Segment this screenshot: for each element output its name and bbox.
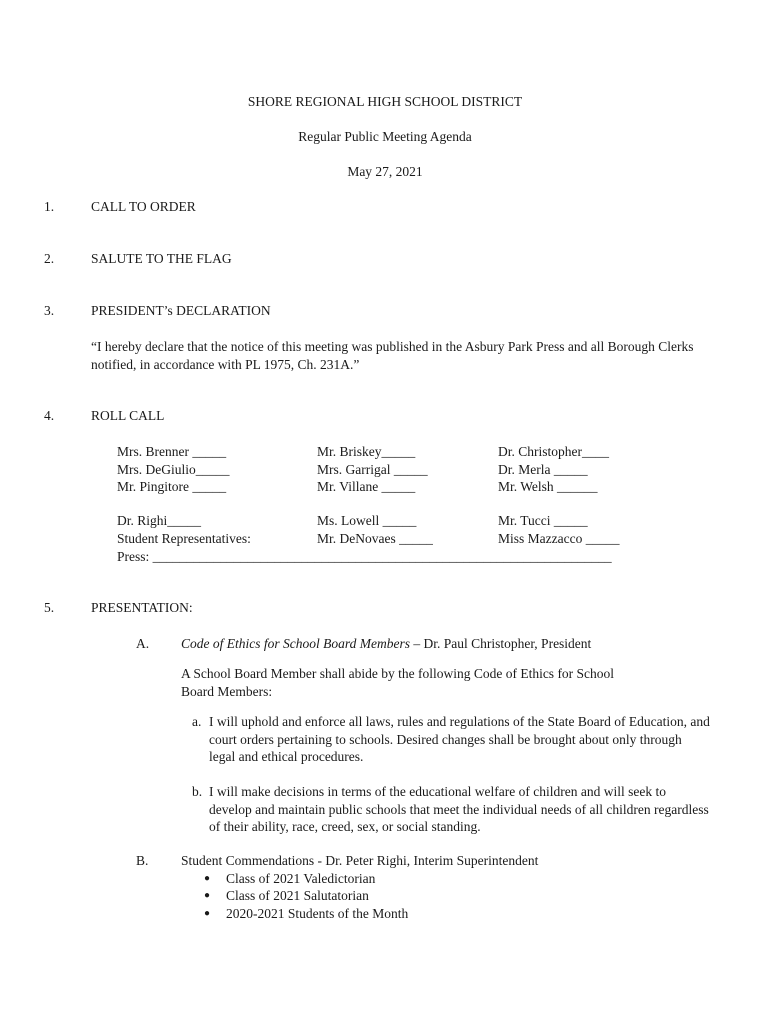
ethics-item-a-line-3: legal and ethical procedures. bbox=[209, 749, 364, 764]
roll-call-entry: Mr. Briskey_____ bbox=[317, 444, 416, 459]
roll-call-entry: Mr. Pingitore _____ bbox=[117, 479, 227, 494]
roll-call-entry: Mr. Villane _____ bbox=[317, 479, 416, 494]
declaration-line-1: “I hereby declare that the notice of this meeting was published in the Asbury Park Press and all Borough Clerks bbox=[91, 339, 694, 354]
section-title-salute: SALUTE TO THE FLAG bbox=[91, 251, 232, 266]
section-title-roll-call: ROLL CALL bbox=[91, 408, 165, 423]
roll-call-entry: Ms. Lowell _____ bbox=[317, 513, 417, 528]
student-representatives-label: Student Representatives: bbox=[117, 531, 251, 546]
section-title-declaration: PRESIDENT’s DECLARATION bbox=[91, 303, 271, 318]
list-item: 2020-2021 Students of the Month bbox=[226, 906, 409, 921]
roll-call-entry: Mrs. DeGiulio_____ bbox=[117, 462, 230, 477]
section-title-presentation: PRESENTATION: bbox=[91, 600, 193, 615]
roll-call-entry: Miss Mazzacco _____ bbox=[498, 531, 620, 546]
section-number: 5. bbox=[44, 600, 55, 615]
declaration-line-2: notified, in accordance with PL 1975, Ch. 231A.” bbox=[91, 357, 360, 372]
roll-call-entry: Mrs. Garrigal _____ bbox=[317, 462, 428, 477]
ethics-item-b-line-3: of their ability, race, creed, sex, or social standing. bbox=[209, 819, 481, 834]
ethics-intro-line-1: A School Board Member shall abide by the following Code of Ethics for School bbox=[181, 666, 615, 681]
code-of-ethics-heading bbox=[181, 635, 591, 653]
list-marker: a. bbox=[192, 714, 202, 729]
subsection-letter: B. bbox=[136, 853, 149, 868]
ethics-item-b-line-1: I will make decisions in terms of the educational welfare of children and will seek to bbox=[209, 784, 666, 799]
ethics-item-a-line-1: I will uphold and enforce all laws, rules and regulations of the State Board of Education, and bbox=[209, 714, 710, 729]
bullet-icon: ● bbox=[203, 873, 211, 884]
meeting-date: May 27, 2021 bbox=[347, 164, 423, 179]
roll-call-entry: Mr. Tucci _____ bbox=[498, 513, 588, 528]
section-number: 2. bbox=[44, 251, 55, 266]
roll-call-entry: Mr. DeNovaes _____ bbox=[317, 531, 433, 546]
roll-call-entry: Dr. Christopher____ bbox=[498, 444, 609, 459]
bullet-icon: ● bbox=[203, 908, 211, 919]
ethics-item-a-line-2: court orders pertaining to schools. Desired changes shall be brought about only through bbox=[209, 732, 682, 747]
student-commendations-heading: Student Commendations - Dr. Peter Righi, Interim Superintendent bbox=[181, 853, 539, 868]
section-number: 4. bbox=[44, 408, 55, 423]
section-number: 1. bbox=[44, 199, 55, 214]
code-of-ethics-title: Code of Ethics for School Board Members bbox=[181, 636, 410, 651]
agenda-title: Regular Public Meeting Agenda bbox=[298, 129, 472, 144]
list-marker: b. bbox=[192, 784, 203, 799]
district-name: SHORE REGIONAL HIGH SCHOOL DISTRICT bbox=[247, 94, 523, 109]
section-title-call-to-order: CALL TO ORDER bbox=[91, 199, 196, 214]
bullet-icon: ● bbox=[203, 890, 211, 901]
section-number: 3. bbox=[44, 303, 55, 318]
code-of-ethics-presenter: – Dr. Paul Christopher, President bbox=[409, 636, 592, 651]
roll-call-entry: Mr. Welsh ______ bbox=[498, 479, 598, 494]
list-item: Class of 2021 Valedictorian bbox=[226, 871, 376, 886]
roll-call-entry: Dr. Righi_____ bbox=[117, 513, 202, 528]
subsection-letter: A. bbox=[136, 636, 150, 651]
roll-call-entry: Dr. Merla _____ bbox=[498, 462, 588, 477]
ethics-intro-line-2: Board Members: bbox=[181, 684, 273, 699]
list-item: Class of 2021 Salutatorian bbox=[226, 888, 369, 903]
ethics-item-b-line-2: develop and maintain public schools that meet the individual needs of all children regardless bbox=[209, 802, 709, 817]
press-line: Press: ____________________________________________________________________ bbox=[117, 549, 612, 564]
roll-call-entry: Mrs. Brenner _____ bbox=[117, 444, 227, 459]
